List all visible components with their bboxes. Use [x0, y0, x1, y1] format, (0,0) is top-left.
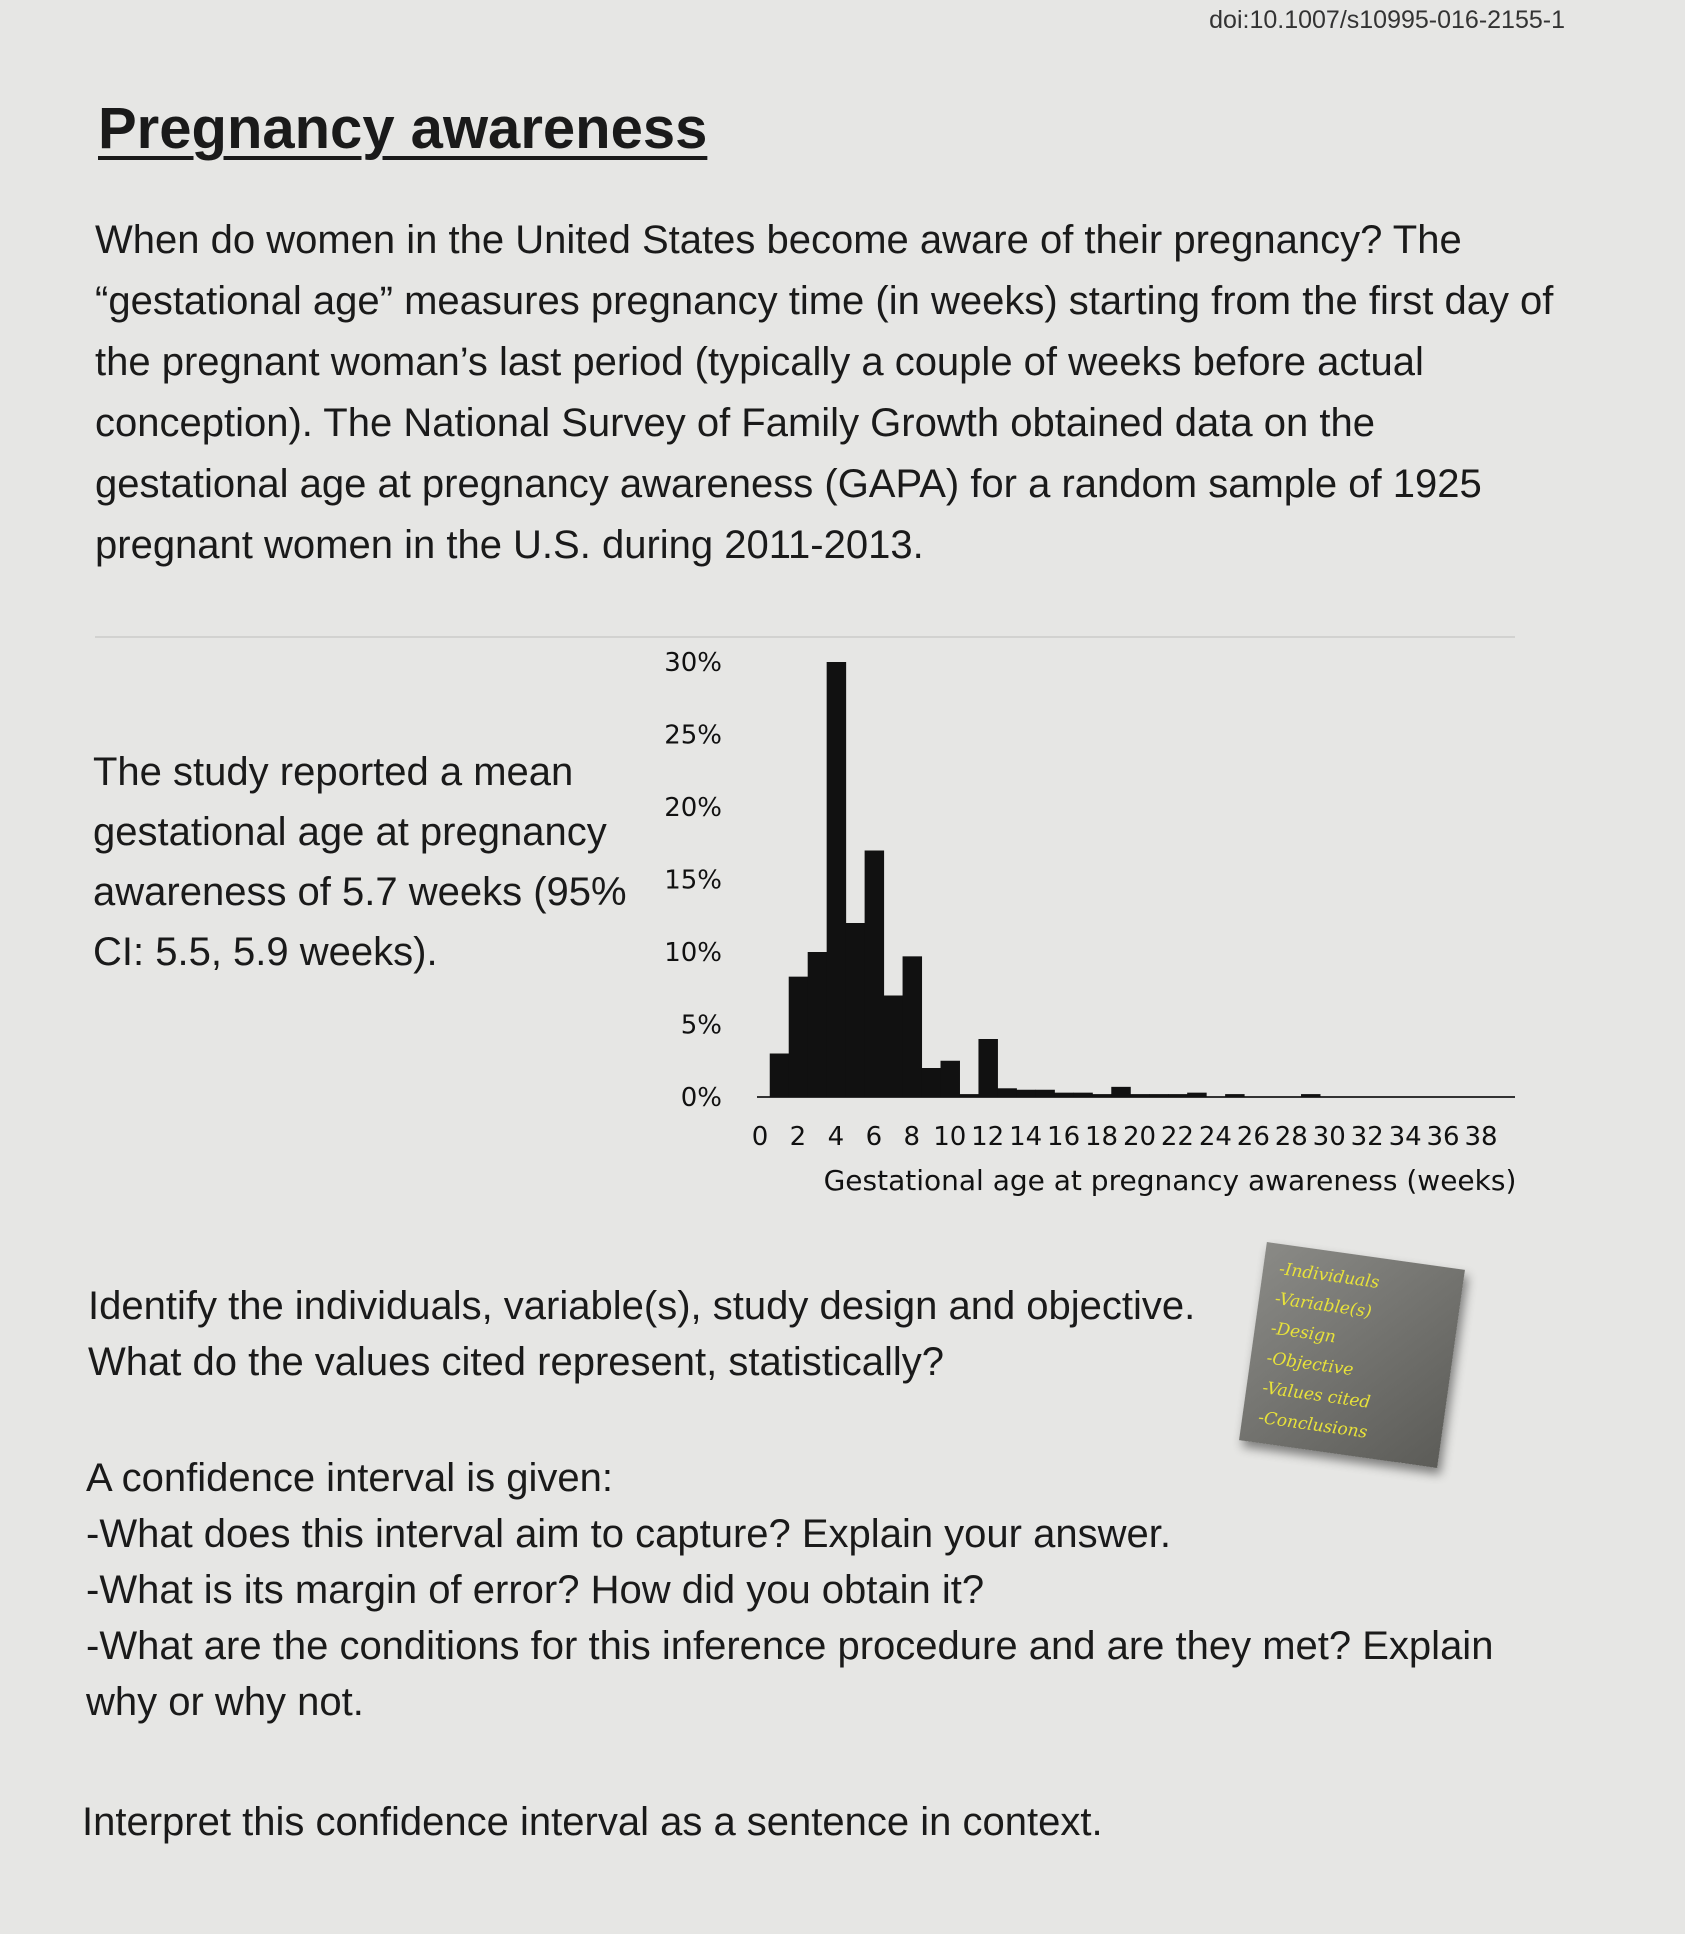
study-result-text: The study reported a mean gestational age at pregnancy awareness of 5.7 weeks (95% CI: 5.5, 5.9 weeks). — [93, 750, 627, 974]
histogram-bar — [1225, 1094, 1244, 1097]
x-tick-label: 18 — [1084, 1122, 1119, 1152]
histogram-bar — [959, 1094, 978, 1097]
histogram-bar — [808, 952, 827, 1097]
page-title: Pregnancy awareness — [98, 96, 708, 161]
note-item: -Values cited — [1261, 1377, 1372, 1413]
histogram-bar — [1054, 1093, 1073, 1097]
histogram-bar — [1035, 1090, 1054, 1097]
x-tick-label: 12 — [971, 1122, 1005, 1152]
y-tick-label: 15% — [664, 865, 722, 896]
x-axis-title: Gestational age at pregnancy awareness (weeks) — [823, 1164, 1517, 1197]
histogram-bar — [941, 1061, 960, 1097]
y-tick-label: 5% — [680, 1010, 722, 1041]
y-tick-label: 0% — [680, 1083, 722, 1113]
question-confidence-interval — [86, 1450, 1566, 1730]
question-individuals — [88, 1278, 1238, 1390]
x-tick-label: 20 — [1122, 1122, 1157, 1152]
note-item: -Variable(s) — [1273, 1288, 1373, 1323]
histogram-bar — [978, 1039, 997, 1097]
histogram-bar — [922, 1068, 941, 1097]
x-tick-label: 36 — [1426, 1122, 1460, 1152]
histogram-bar — [1073, 1093, 1092, 1097]
histogram-bar — [903, 956, 922, 1097]
histogram-bar — [884, 996, 903, 1098]
y-tick-label: 30% — [664, 648, 722, 678]
question-line: -What is its margin of error? How did you obtain it? — [86, 1568, 985, 1612]
histogram-bar — [846, 923, 865, 1097]
x-tick-label: 16 — [1047, 1122, 1081, 1152]
note-item: -Conclusions — [1256, 1407, 1369, 1443]
x-tick-label: 22 — [1160, 1122, 1194, 1152]
histogram-bar — [1301, 1094, 1320, 1097]
note-item: -Individuals — [1277, 1259, 1381, 1293]
histogram-bar — [1149, 1094, 1168, 1097]
x-tick-label: 24 — [1198, 1122, 1232, 1152]
question-line: Identify the individuals, variable(s), study design and objective. — [88, 1284, 1196, 1328]
histogram-bar — [789, 977, 808, 1097]
x-tick-label: 6 — [865, 1122, 883, 1152]
histogram-bar — [1130, 1094, 1149, 1097]
x-tick-label: 14 — [1009, 1122, 1043, 1152]
x-tick-label: 10 — [933, 1122, 967, 1152]
histogram-bar — [865, 851, 884, 1098]
histogram-bar — [997, 1088, 1016, 1097]
x-tick-label: 28 — [1274, 1122, 1308, 1152]
x-tick-label: 2 — [789, 1122, 807, 1152]
histogram-bar — [1168, 1094, 1187, 1097]
y-tick-label: 20% — [664, 793, 722, 823]
x-tick-label: 34 — [1388, 1122, 1422, 1152]
question-line: What do the values cited represent, statistically? — [88, 1340, 944, 1384]
histogram-bar — [1016, 1090, 1035, 1097]
histogram-bar — [827, 662, 846, 1097]
question-line: -What are the conditions for this inference procedure and are they met? Explain why or why not. — [86, 1624, 1494, 1724]
note-item: -Design — [1269, 1318, 1338, 1348]
intro-paragraph: When do women in the United States become aware of their pregnancy? The “gestational age” measures pregnancy time (in weeks) starting from the first day of the pregnant woman’s last period (typically a couple of weeks before actual conception). The National Survey of Family Growth obtained data on the gestational age at pregnancy awareness (GAPA) for a random sample of 1925 pregnant women in the U.S. during 2011-2013. — [95, 218, 1554, 567]
x-tick-label: 0 — [751, 1122, 769, 1152]
histogram-bar — [770, 1054, 789, 1098]
histogram-bar — [1187, 1093, 1206, 1097]
gapa-histogram — [640, 630, 1520, 1210]
histogram-bar — [1092, 1094, 1111, 1097]
histogram-bar — [1111, 1087, 1130, 1097]
x-tick-label: 38 — [1464, 1122, 1498, 1152]
x-tick-label: 26 — [1236, 1122, 1270, 1152]
question-interpret: Interpret this confidence interval as a sentence in context. — [82, 1800, 1103, 1844]
y-tick-label: 10% — [664, 938, 722, 968]
x-tick-label: 32 — [1350, 1122, 1384, 1152]
sticky-note-checklist — [1239, 1242, 1465, 1468]
question-line: -What does this interval aim to capture? Explain your answer. — [86, 1512, 1171, 1556]
x-tick-label: 30 — [1312, 1122, 1346, 1152]
x-tick-label: 4 — [827, 1122, 845, 1152]
note-item: -Objective — [1265, 1348, 1355, 1381]
y-tick-label: 25% — [664, 720, 722, 751]
x-tick-label: 8 — [903, 1122, 921, 1152]
question-line: A confidence interval is given: — [86, 1456, 613, 1500]
doi-citation: doi:10.1007/s10995-016-2155-1 — [1209, 6, 1565, 34]
